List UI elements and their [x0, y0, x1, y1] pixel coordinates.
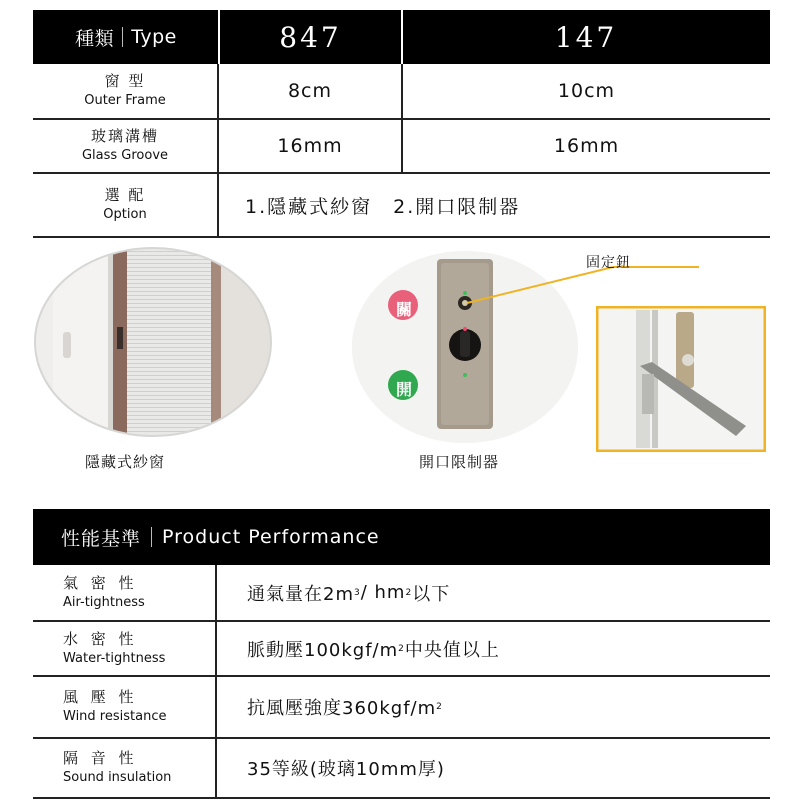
- perf-row-air-tightness: [33, 565, 770, 622]
- model-847-header: 847: [279, 20, 342, 54]
- type-label-zh: 種類: [75, 27, 115, 50]
- row-label: [33, 739, 217, 797]
- header-divider: [122, 27, 123, 47]
- perf-row-water-tightness: [33, 622, 770, 677]
- spec-row-option: [33, 174, 770, 238]
- row-label: [33, 120, 219, 172]
- water-tightness-value: [219, 622, 770, 675]
- value-147: 10cm: [557, 80, 616, 102]
- sound-insulation-value: [219, 739, 770, 797]
- close-badge: 關: [395, 299, 412, 319]
- row-label-zh: 窗 型: [104, 72, 146, 90]
- value-superscript: 3: [354, 587, 361, 598]
- spec-row-outer-frame: [33, 64, 770, 120]
- hidden-screen-photo: [33, 247, 273, 447]
- row-label-zh: 風 壓 性: [63, 688, 138, 706]
- row-label: [33, 64, 219, 118]
- value-text: 35等級(玻璃10mm厚): [247, 759, 445, 780]
- air-tightness-value: [219, 565, 770, 620]
- wind-resistance-value: [219, 677, 770, 737]
- value-text: 通氣量在2m: [247, 583, 354, 605]
- value-text: 抗風壓強度360kgf/m: [247, 698, 437, 719]
- type-label-en: Type: [131, 26, 177, 48]
- value-superscript: 2: [405, 587, 413, 598]
- perf-row-wind-resistance: [33, 677, 770, 739]
- row-label-en: Option: [103, 207, 147, 222]
- fixing-pin-callout: 固定鈕: [586, 255, 631, 271]
- value-superscript: 2: [398, 643, 405, 654]
- value-847: 8cm: [219, 64, 403, 118]
- value-superscript: 2: [436, 702, 443, 712]
- spec-row-glass-groove: [33, 120, 770, 174]
- row-label-en: Glass Groove: [81, 148, 169, 163]
- row-label-zh: 隔 音 性: [63, 749, 138, 767]
- hidden-screen-caption: 隱藏式紗窗: [85, 453, 166, 471]
- performance-label-zh: 性能基準: [61, 527, 142, 550]
- value-text: / hm: [360, 582, 406, 603]
- row-label: [33, 174, 219, 236]
- value-147: 16mm: [553, 135, 620, 157]
- performance-header: [33, 509, 770, 565]
- limiter-installed-photo: [596, 306, 766, 452]
- row-label: [33, 622, 217, 675]
- row-label-zh: 水 密 性: [63, 629, 138, 648]
- opening-limiter-caption: 開口限制器: [419, 453, 500, 471]
- perf-row-sound-insulation: [33, 739, 770, 799]
- option-value: 1.隱藏式紗窗 2.開口限制器: [245, 195, 521, 218]
- row-label-zh: 玻璃溝槽: [90, 127, 159, 145]
- header-divider: [151, 527, 152, 547]
- row-label-zh: 氣 密 性: [63, 573, 138, 592]
- spec-header: [33, 10, 770, 64]
- value-text: 脈動壓100kgf/m: [247, 639, 399, 661]
- model-147-header: 147: [554, 20, 618, 54]
- row-label-en: Air-tightness: [63, 594, 145, 610]
- performance-label-en: Product Performance: [162, 526, 380, 548]
- row-label: [33, 677, 217, 737]
- value-text: 以下: [412, 583, 451, 605]
- row-label-en: Sound insulation: [63, 770, 172, 785]
- value-text: 中央值以上: [404, 639, 500, 661]
- row-label-en: Wind resistance: [63, 709, 167, 724]
- open-badge: 開: [395, 379, 412, 399]
- row-label-zh: 選 配: [104, 186, 146, 204]
- row-label-en: Outer Frame: [84, 93, 166, 108]
- option-images: [33, 247, 770, 497]
- value-847: 16mm: [219, 120, 403, 172]
- row-label: [33, 565, 217, 620]
- row-label-en: Water-tightness: [63, 650, 166, 666]
- type-header-label: [33, 10, 219, 64]
